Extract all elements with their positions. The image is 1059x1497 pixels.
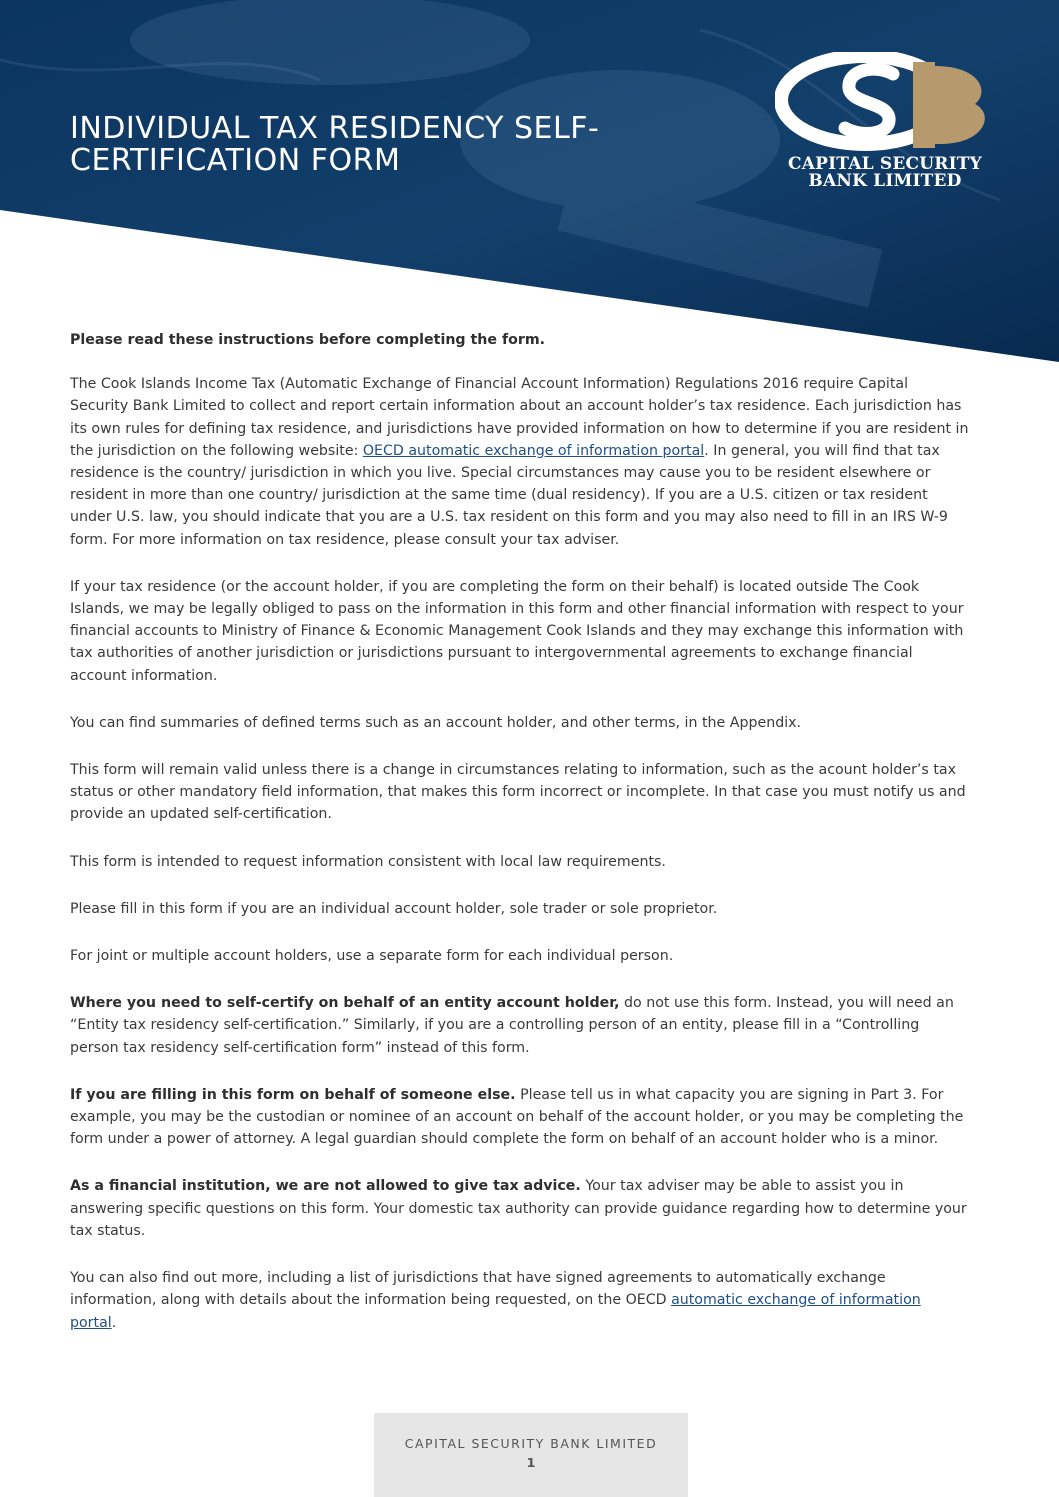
page-title: INDIVIDUAL TAX RESIDENCY SELF-CERTIFICATION FORM: [70, 111, 600, 178]
paragraph-joint-holders: For joint or multiple account holders, use a separate form for each individual person.: [70, 948, 674, 965]
aeoi-portal-link[interactable]: automatic exchange of information portal: [70, 1292, 921, 1331]
logo-line-2: BANK LIMITED: [808, 171, 962, 191]
oecd-portal-link[interactable]: OECD automatic exchange of information portal: [362, 442, 705, 459]
paragraph-regulations: The Cook Islands Income Tax (Automatic Exchange of Financial Account Information) Regulations 2016 require Capital Security Bank Limited to collect and report certain information about an account holder’s tax residence. Each jurisdiction has its own rules for defining tax residence, and jurisdictions have provided information on how to determine if you are resident in the jurisdiction on the following website: OECD automatic exchange of information portal. In general, you will find that tax residence is the country/ jurisdiction in which you live. Special circumstances may cause you to be resident elsewhere or resident in more than one country/ jurisdiction at the same time (dual residency). If you are a U.S. citizen or tax resident under U.S. law, you should indicate that you are a U.S. tax resident on this form and you may also need to fill in an IRS W-9 form. For more information on tax residence, please consult your tax adviser.: [70, 376, 969, 548]
footer-bank-name: CAPITAL SECURITY BANK LIMITED: [404, 1436, 658, 1451]
paragraph-more-info: You can also find out more, including a list of jurisdictions that have signed agreements to automatically exchange information, along with details about the information being requested, on the OECD automatic exchange of information portal.: [70, 1270, 921, 1331]
instructions: [70, 329, 970, 1359]
csb-monogram-icon: [775, 52, 990, 152]
paragraph-validity: This form will remain valid unless there is a change in circumstances relating to information, such as the acount holder’s tax status or other mandatory field information, that makes this form incorrect or incomplete. In that case you must notify us and provide an updated self-certification.: [70, 762, 966, 823]
paragraph-eligibility: Please fill in this form if you are an individual account holder, sole trader or sole proprietor.: [70, 900, 718, 917]
paragraph-entity: Where you need to self-certify on behalf of an entity account holder, do not use this form. Instead, you will need an “Entity tax residency self-certification.” Similarly, if you are a controlling person of an entity, please fill in a “Controlling person tax residency self-certification form” instead of this form.: [70, 995, 954, 1056]
page-footer: [374, 1413, 688, 1497]
paragraph-appendix: You can find summaries of defined terms such as an account holder, and other terms, in the Appendix.: [70, 714, 802, 731]
logo-line-1: CAPITAL SECURITY: [788, 154, 982, 174]
page-number: 1: [526, 1455, 536, 1470]
paragraph-on-behalf: If you are filling in this form on behalf of someone else. Please tell us in what capacity you are signing in Part 3. For example, you may be the custodian or nominee of an account on behalf of the account holder, or you may be completing the form under a power of attorney. A legal guardian should complete the form on behalf of an account holder who is a minor.: [70, 1086, 964, 1148]
intro-heading: Please read these instructions before completing the form.: [70, 332, 546, 348]
bank-logo-text: [775, 156, 995, 190]
paragraph-residence-outside: If your tax residence (or the account holder, if you are completing the form on their behalf) is located outside The Cook Islands, we may be legally obliged to pass on the information in this form and other financial information with respect to your financial accounts to Ministry of Finance & Economic Management Cook Islands and they may exchange this information with tax authorities of another jurisdiction or jurisdictions pursuant to intergovernmental agreements to exchange financial account information.: [70, 578, 964, 684]
paragraph-local-law: This form is intended to request information consistent with local law requirements.: [70, 853, 666, 870]
paragraph-tax-advice: As a financial institution, we are not allowed to give tax advice. Your tax adviser may be able to assist you in answering specific questions on this form. Your domestic tax authority can provide guidance regarding how to determine your tax status.: [70, 1178, 967, 1239]
